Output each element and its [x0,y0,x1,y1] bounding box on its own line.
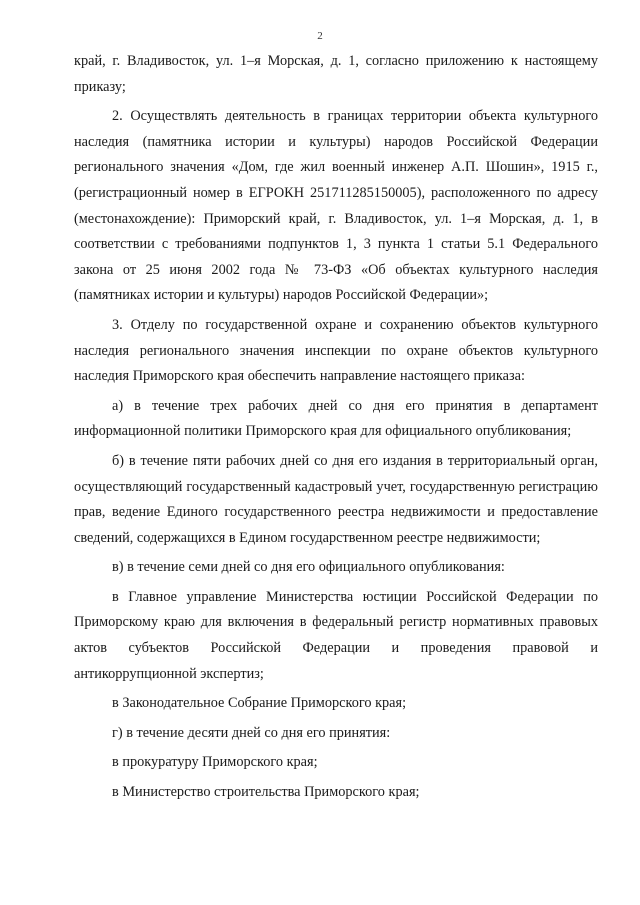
paragraph-ministry-justice: в Главное управление Министерства юстиции Российской Федерации по Приморскому краю для включения в федеральный регистр нормативных правовых актов субъектов Российской Федерации и проведения правовой и антикоррупционной экспертиз; [74,588,598,682]
paragraph-subitem-b: б) в течение пяти рабочих дней со дня его издания в территориальный орган, осуществляющий государственный кадастровый учет, государственную регистрацию прав, ведение Единого государственного реестра недвижимости и предоставление сведений, содержащихся в Едином государственном реестре недвижимости; [74,452,598,546]
paragraph-subitem-a: а) в течение трех рабочих дней со дня его принятия в департамент информационной политики Приморского края для официального опубликования; [74,397,598,440]
paragraph-item-3: 3. Отделу по государственной охране и сохранению объектов культурного наследия регионального значения инспекции по охране объектов культурного наследия Приморского края обеспечить направление настоящего приказа: [74,316,598,385]
paragraph-prosecutor: в прокуратуру Приморского края; [112,754,318,771]
page-number: 2 [317,30,323,42]
paragraph-ministry-construction: в Министерство строительства Приморского края; [112,784,420,801]
paragraph-subitem-v: в) в течение семи дней со дня его официального опубликования: [112,559,505,576]
paragraph-subitem-g: г) в течение десяти дней со дня его принятия: [112,724,391,741]
paragraph-item-2: 2. Осуществлять деятельность в границах территории объекта культурного наследия (памятника истории и культуры) народов Российской Федерации регионального значения «Дом, где жил военный инженер А.П. Шошин», 1915 г., (регистрационный номер в ЕГРОКН 251711285150005), расположенного по адресу (местонахождение): Приморский край, г. Владивосток, ул. 1–я Морская, д. 1, в соответствии с требованиями подпунктов 1, 3 пункта 1 статьи 5.1 Федерального закона от 25 июня 2002 года № 73-ФЗ «Об объектах культурного наследия (памятниках истории и культуры) народов Российской Федерации»; [74,108,598,304]
paragraph-legislative-assembly: в Законодательное Собрание Приморского края; [112,695,407,712]
document-body [74,49,598,806]
paragraph-continuation: край, г. Владивосток, ул. 1–я Морская, д. 1, согласно приложению к настоящему приказу; [74,53,598,95]
